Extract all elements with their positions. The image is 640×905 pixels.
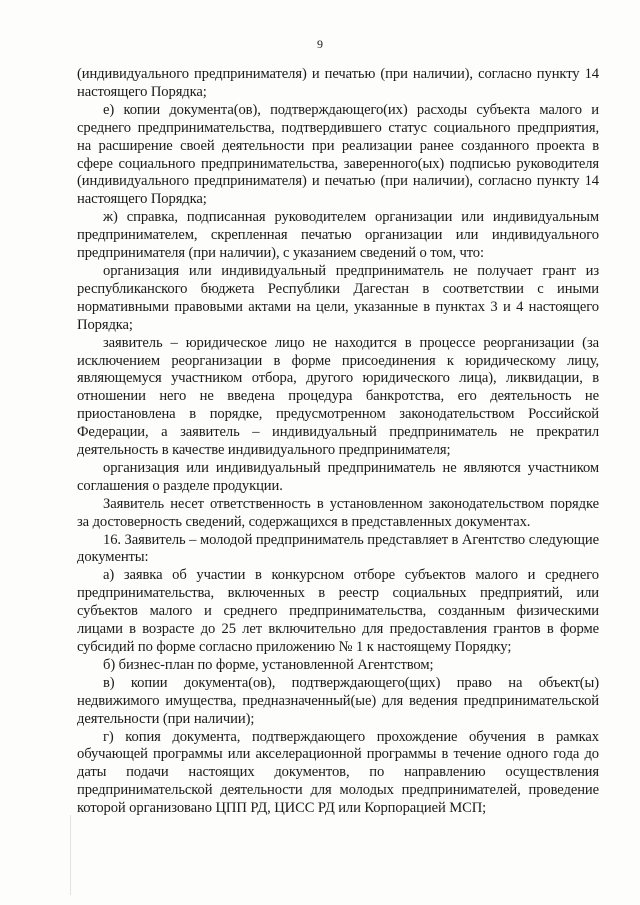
paragraph-item-v: в) копии документа(ов), подтверждающего(щих) право на объект(ы) недвижимого имущества, предназначенный(ые) для ведения предпринимательской деятельности (при наличии); xyxy=(77,674,599,727)
paragraph-no-grant: организация или индивидуальный предприниматель не получает грант из республиканского бюджета Республики Дагестан в соответствии с иными нормативными правовыми актами на цели, указанные в пунктах 3 и 4 настоящего Порядка; xyxy=(77,262,599,333)
paragraph-item-g: г) копия документа, подтверждающего прохождение обучения в рамках обучающей программы или акселерационной программы в течение одного года до даты подачи настоящих документов, по направлению осуществления предпринимательской деятельности для молодых предпринимателей, проведение которой организовано ЦПП РД, ЦИСС РД или Корпорацией МСП; xyxy=(77,728,599,817)
paragraph-item-e: е) копии документа(ов), подтверждающего(их) расходы субъекта малого и среднего предпринимательства, подтвердившего статус социального предприятия, на расширение своей деятельности при реализации ранее созданного проекта в сфере социального предпринимательства, заверенного(ых) подписью руководителя (индивидуального предпринимателя) и печатью (при наличии), согласно пункту 14 настоящего Порядка; xyxy=(77,101,599,208)
paragraph-item-a: а) заявка об участии в конкурсном отборе субъектов малого и среднего предпринимательства, включенных в реестр социальных предприятий, или субъектов малого и среднего предпринимательства, созданным физическими лицами в возрасте до 25 лет включительно для предоставления грантов в форме субсидий по форме согласно приложению № 1 к настоящему Порядку; xyxy=(77,567,599,655)
paragraph-no-production-sharing: организация или индивидуальный предприниматель не являются участником соглашения о разделе продукции. xyxy=(77,459,599,494)
paragraph-item-b: б) бизнес-план по форме, установленной Агентством; xyxy=(103,656,434,673)
page-number: 9 xyxy=(317,37,323,51)
paragraph-continuation: (индивидуального предпринимателя) и печатью (при наличии), согласно пункту 14 настоящего Порядка; xyxy=(77,66,599,100)
paragraph-responsibility: Заявитель несет ответственность в установленном законодательством порядке за достоверность сведений, содержащихся в представленных документах. xyxy=(77,495,599,530)
paragraph-section-16: 16. Заявитель – молодой предприниматель представляет в Агентство следующие документы: xyxy=(77,531,599,566)
scan-margin-line xyxy=(70,815,71,895)
paragraph-no-reorganization: заявитель – юридическое лицо не находится в процессе реорганизации (за исключением реорганизации в форме присоединения к юридическому лицу, являющемуся участником отбора, другого юридического лица), ликвидации, в отношении него не введена процедура банкротства, его деятельность не приостановлена в порядке, предусмотренном законодательством Российской Федерации, а заявитель – индивидуальный предприниматель не прекратил деятельность в качестве индивидуального предпринимателя; xyxy=(77,334,599,459)
document-body xyxy=(77,66,599,818)
paragraph-item-zh: ж) справка, подписанная руководителем организации или индивидуальным предпринимателем, скрепленная печатью организации или индивидуального предпринимателя (при наличии), с указанием сведений о том, что: xyxy=(77,209,599,262)
